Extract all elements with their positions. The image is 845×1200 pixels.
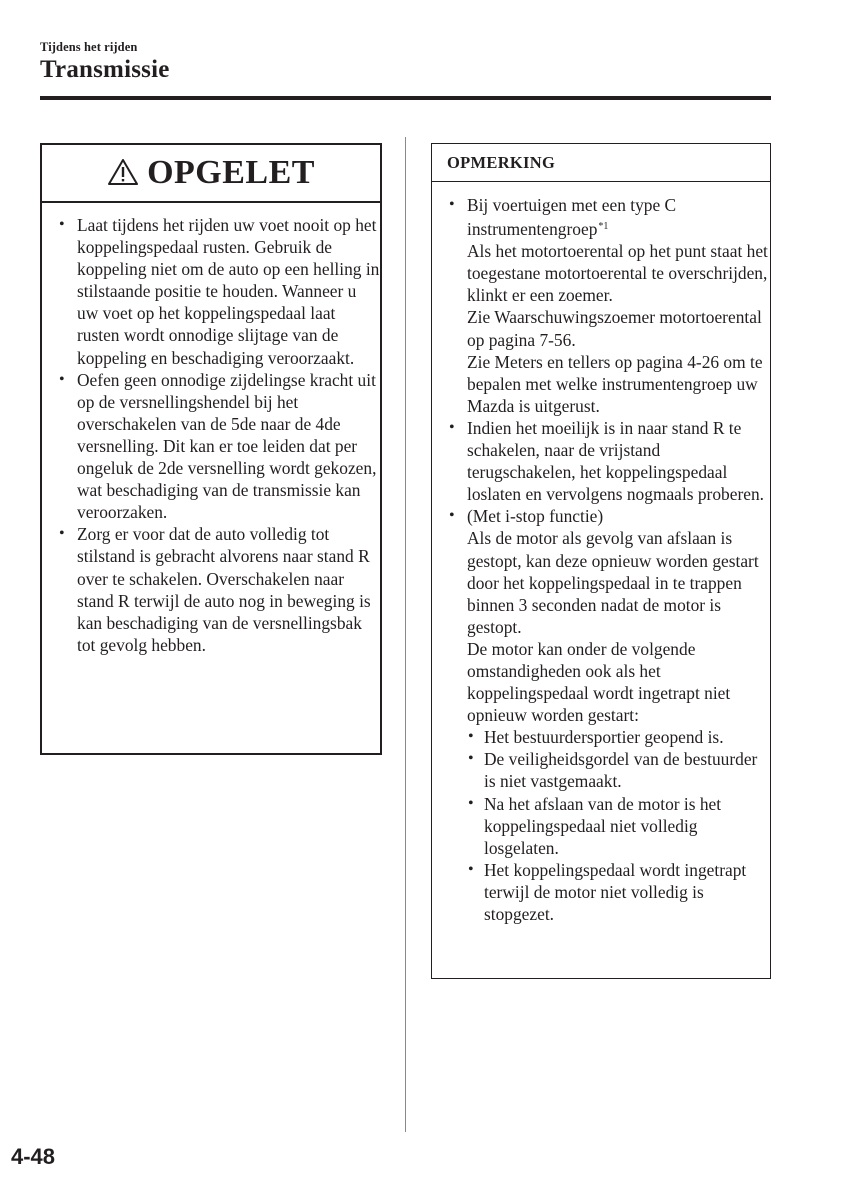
sub-list-item-text: Het bestuurdersportier geopend is. [484,727,724,748]
note-sub-list [467,726,770,925]
bullet: • [449,418,455,436]
note-item [432,505,770,925]
caution-item [42,523,380,656]
bullet: • [449,507,455,525]
note-item-3-para3: De motor kan onder de volgende omstandigheden ook als het koppelingspedaal wordt ingetrapt niet opnieuw worden gestart: [467,638,731,726]
note-item-3-para2: Als de motor als gevolg van afslaan is gestopt, kan deze opnieuw worden gestart door het koppelingspedaal in te trappen binnen 3 seconden nadat de motor is gestopt. [467,528,759,637]
caution-item-text: Laat tijdens het rijden uw voet nooit op het koppelingspedaal rusten. Gebruik de koppeling niet om de auto op een helling in stilstaande positie te houden. Wanneer u uw voet op het koppelingspedaal laat rusten wordt onnodige slijtage van de koppeling en beschadiging veroorzaakt. [77,215,380,368]
caution-list [42,214,380,656]
caution-item-text: Zorg er voor dat de auto volledig tot stilstand is gebracht alvorens naar stand R over te schakelen. Overschakelen naar stand R terwijl de auto nog in beweging is kan beschadiging van de versnellingsbak tot gevolg hebben. [77,524,371,655]
caution-item [42,214,380,369]
footnote-marker: *1 [598,221,609,233]
note-item-1-text: Bij voertuigen met een type C instrumentengroep [467,195,677,240]
page-title: Transmissie [40,56,170,83]
note-item-1-para2: Als het motortoerental op het punt staat het toegestane motortoerental te overschrijden, klinkt er een zoemer. [467,241,768,306]
bullet: • [449,196,455,213]
bullet: • [468,794,474,812]
note-item-1-para3: Zie Waarschuwingszoemer motortoerental op pagina 7-56. [467,307,762,350]
sub-list-item [467,726,770,748]
caution-title: OPGELET [147,154,315,191]
sub-list-item-text: Het koppelingspedaal wordt ingetrapt terwijl de motor niet volledig is stopgezet. [484,859,747,924]
bullet: • [468,750,474,768]
caution-item [42,369,380,524]
header-rule [40,96,771,100]
note-item-2-text: Indien het moeilijk is in naar stand R te schakelen, naar de vrijstand terugschakelen, het koppelingspedaal loslaten en vervolgens nogmaals proberen. [467,417,764,505]
page-number: 4-48 [11,1144,56,1169]
bullet: • [59,370,65,388]
caution-header [42,145,380,203]
section-label: Tijdens het rijden [40,40,138,54]
sub-list-item-text: De veiligheidsgordel van de bestuurder is niet vastgemaakt. [484,749,758,792]
note-item-1-line1 [467,194,770,240]
sub-list-item-text: Na het afslaan van de motor is het koppelingspedaal niet volledig losgelaten. [484,793,722,858]
note-box [431,143,771,979]
note-list [432,194,770,925]
sub-list-item [467,859,770,925]
note-item-3-line1: (Met i-stop functie) [467,506,604,527]
note-item-1-para4: Zie Meters en tellers op pagina 4-26 om te bepalen met welke instrumentengroep uw Mazda is uitgerust. [467,351,763,416]
warning-triangle-icon [107,158,139,186]
bullet: • [59,216,65,233]
column-divider [405,137,406,1132]
sub-list-item [467,748,770,792]
note-item [432,194,770,417]
sub-list-item [467,793,770,859]
caution-box [40,143,382,755]
bullet: • [468,728,474,746]
note-item [432,417,770,505]
bullet: • [59,525,65,543]
caution-item-text: Oefen geen onnodige zijdelingse kracht uit op de versnellingshendel bij het overschakelen van de 5de naar de 4de versnelling. Dit kan er toe leiden dat per ongeluk de 2de versnelling wordt gekozen, wat beschadiging van de transmissie kan veroorzaken. [77,369,377,523]
bullet: • [468,860,474,878]
note-title: OPMERKING [432,144,770,182]
